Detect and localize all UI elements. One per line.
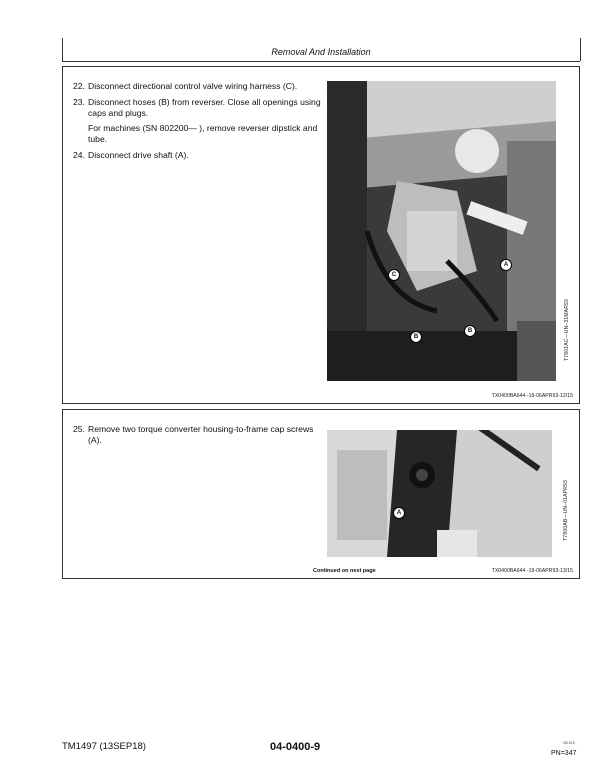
step-list <box>73 81 321 166</box>
procedure-block-2 <box>62 409 580 579</box>
reference-code: TX0400BA644 -19-06APR93-12/15 <box>491 393 573 399</box>
header-divider <box>62 61 580 62</box>
step-23 <box>73 97 321 119</box>
step-number: 23. <box>73 97 85 107</box>
torque-converter-photo <box>327 430 552 557</box>
step-list <box>73 424 321 451</box>
pn-number: PN=347 <box>551 750 577 757</box>
step-22 <box>73 81 321 92</box>
step-number: 22. <box>73 81 85 91</box>
callout-c: C <box>388 269 400 281</box>
date-code: 081518 <box>563 741 575 745</box>
step-24 <box>73 150 321 161</box>
step-number: 24. <box>73 150 85 160</box>
figure-id-label: T7800AB—UN–01APR93 <box>563 480 569 541</box>
reference-code: TX0400BA644 -19-06APR93-13/15 <box>491 568 573 574</box>
callout-a: A <box>393 507 405 519</box>
manual-id: TM1497 (13SEP18) <box>62 741 146 752</box>
step-25 <box>73 424 321 446</box>
page-section-title: Removal And Installation <box>271 47 371 57</box>
step-text: Remove two torque converter housing-to-frame cap screws (A). <box>88 424 314 445</box>
step-23-note: For machines (SN 802200— ), remove reverser dipstick and tube. <box>88 123 318 144</box>
step-text: Disconnect hoses (B) from reverser. Close all openings using caps and plugs. <box>88 97 321 118</box>
callout-b-right: B <box>464 325 476 337</box>
figure-id-label: T7801AC—UN–31MAR93 <box>564 299 570 361</box>
step-text: Disconnect directional control valve wiring harness (C). <box>88 81 298 91</box>
callout-a: A <box>500 259 512 271</box>
reverser-illustration <box>327 81 556 381</box>
page-number: 04-0400-9 <box>270 741 321 753</box>
torque-converter-illustration <box>327 430 552 557</box>
continued-note: Continued on next page <box>313 568 376 574</box>
step-text: Disconnect drive shaft (A). <box>88 150 189 160</box>
step-number: 25. <box>73 424 85 434</box>
callout-b-left: B <box>410 331 422 343</box>
reverser-photo <box>327 81 556 381</box>
procedure-block-1 <box>62 66 580 404</box>
